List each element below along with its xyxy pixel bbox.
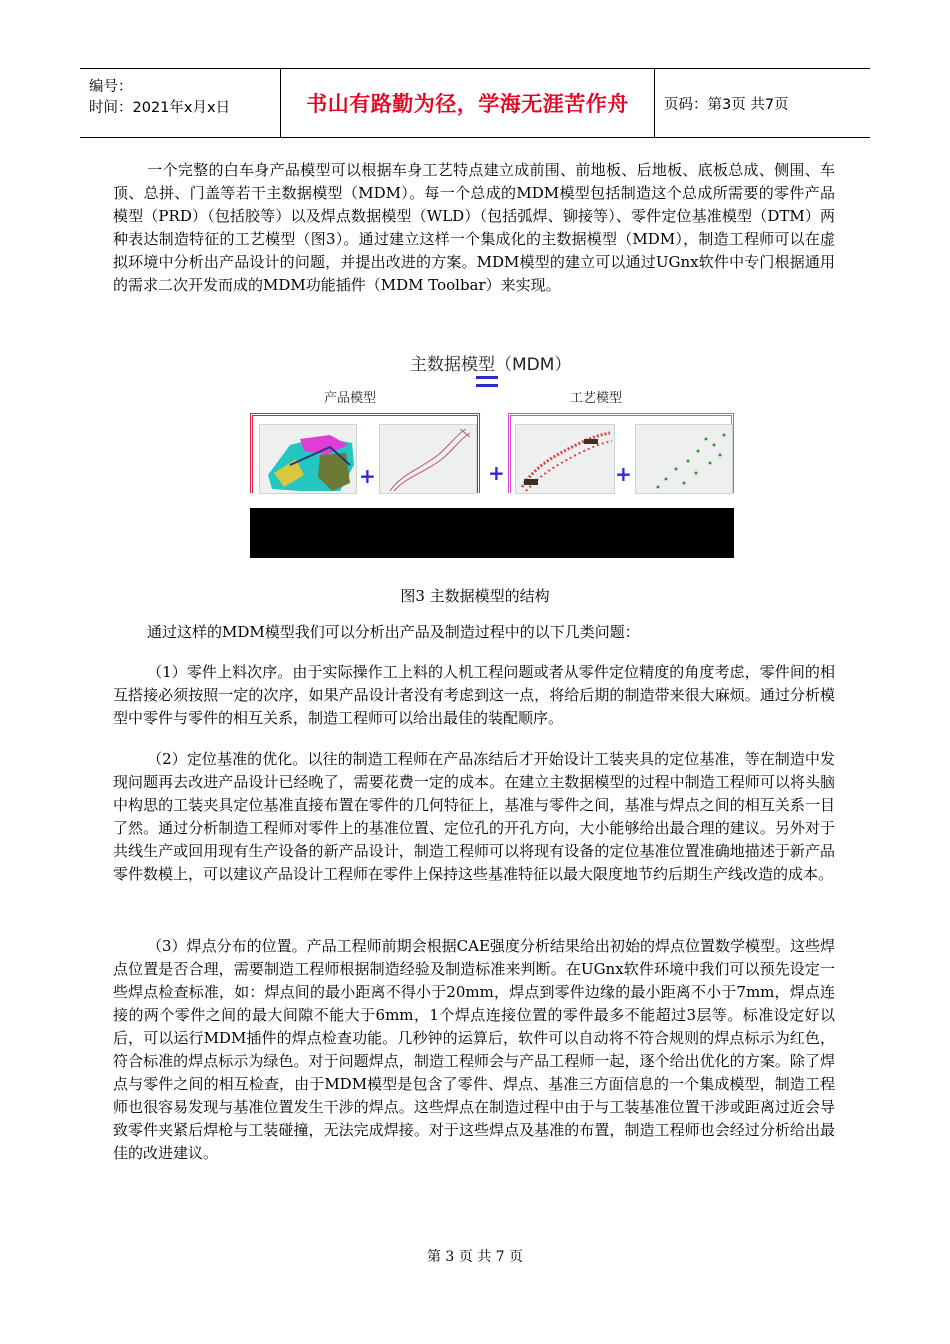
figure-redacted-band — [250, 508, 734, 558]
header-divider — [654, 69, 655, 137]
product-model-frame — [250, 413, 480, 493]
date-label: 时间：2021年x月x日 — [89, 100, 231, 116]
figure-caption: 图3 主数据模型的结构 — [400, 587, 550, 605]
paragraph-text: （2）定位基准的优化。以往的制造工程师在产品冻结后才开始设计工装夹具的定位基准，等在制造中发现问题再去改进产品设计已经晚了，需要花费一定的成本。在建立主数据模型的过程中制造工程师可以将头脑中构思的工装夹具定位基准直接布置在零件的几何特征上，基准与零件之间，基准与焊点之间的相互关系一目了然。通过分析制造工程师对零件上的基准位置、定位孔的开孔方向，大小能够给出最合理的建议。另外对于共线生产或回用现有生产设备的新产品设计，制造工程师可以将现有设备的定位基准位置准确地描述于新产品零件数模上，可以建议产品设计工程师在零件上保持这些基准特征以最大限度地节约后期生产线改造的成本。 — [113, 750, 835, 883]
paragraph-text: （3）焊点分布的位置。产品工程师前期会根据CAE强度分析结果给出初始的焊点位置数学模型。这些焊点位置是否合理，需要制造工程师根据制造经验及制造标准来判断。在UGnx软件环境中我们可以预先设定一些焊点检查标准，如：焊点间的最小距离不得小于20mm，焊点到零件边缘的最小距离不小于7mm，焊点连接的两个零件之间的最大间隙不能大于6mm，1个焊点连接位置的零件最多不能超过3层等。标准设定好以后，可以运行MDM插件的焊点检查功能。几秒钟的运算后，软件可以自动将不符合规则的焊点标示为红色，符合标准的焊点标示为绿色。对于问题焊点，制造工程师会与产品工程师一起，逐个给出优化的方案。除了焊点与零件之间的相互检查，由于MDM模型是包含了零件、焊点、基准三方面信息的一个集成模型，制造工程师也很容易发现与基准位置发生干涉的焊点。这些焊点在制造过程中由于与工装基准位置干涉或距离过近会导致零件夹紧后焊枪与工装碰撞，无法完成焊接。对于这些焊点及基准的布置，制造工程师也会经过分析给出最佳的改进建议。 — [113, 937, 835, 1162]
weld-seam-image — [515, 424, 615, 494]
product-model-label: 产品模型 — [324, 391, 377, 406]
number-label: 编号： — [89, 79, 133, 95]
paragraph-text: 一个完整的白车身产品模型可以根据车身工艺特点建立成前围、前地板、后地板、底板总成、侧围、车顶、总拼、门盖等若干主数据模型（MDM）。每一个总成的MDM模型包括制造这个总成所需要的零件产品模型（PRD）（包括胶等）以及焊点数据模型（WLD）（包括弧焊、铆接等）、零件定位基准模型（DTM）两种表达制造特征的工艺模型（图3）。通过建立这样一个集成化的主数据模型（MDM），制造工程师可以在虚拟环境中分析出产品设计的问题，并提出改进的方案。MDM模型的建立可以通过UGnx软件中专门根据通用的需求二次开发而成的MDM功能插件（MDM Toolbar）来实现。 — [113, 161, 835, 294]
page-footer: 第 3 页 共 7 页 — [426, 1249, 524, 1265]
figure-mdm-structure — [250, 345, 734, 558]
part-outline-image — [379, 424, 477, 494]
plus-sign: + — [615, 462, 632, 486]
process-model-frame — [508, 413, 734, 493]
equals-sign — [476, 376, 498, 379]
header-motto: 书山有路勤为径，学海无涯苦作舟 — [306, 92, 629, 116]
paragraph-mdm-intro — [113, 159, 835, 297]
paragraph-text: 通过这样的MDM模型我们可以分析出产品及制造过程中的以下几类问题： — [147, 623, 640, 641]
plus-sign: + — [488, 461, 505, 485]
paragraph-weld-distribution — [113, 935, 835, 1165]
header-meta — [80, 69, 280, 137]
figure-title: 主数据模型（MDM） — [410, 355, 572, 375]
paragraph-datum-optimization — [113, 748, 835, 886]
paragraph-problem-intro — [113, 621, 835, 644]
paragraph-loading-order — [113, 661, 835, 730]
paragraph-text: （1）零件上料次序。由于实际操作工上料的人机工程问题或者从零件定位精度的角度考虑，零件间的相互搭接必须按照一定的次序，如果产品设计者没有考虑到这一点，将给后期的制造带来很大麻烦。通过分析模型中零件与零件的相互关系，制造工程师可以给出最佳的装配顺序。 — [113, 663, 835, 727]
weld-point-image — [635, 424, 733, 494]
process-model-label: 工艺模型 — [570, 391, 623, 406]
plus-sign: + — [359, 464, 376, 488]
header-page-info: 页码：第3页 共7页 — [664, 96, 789, 113]
page-header — [80, 68, 870, 138]
car-body-part-image — [259, 424, 357, 494]
